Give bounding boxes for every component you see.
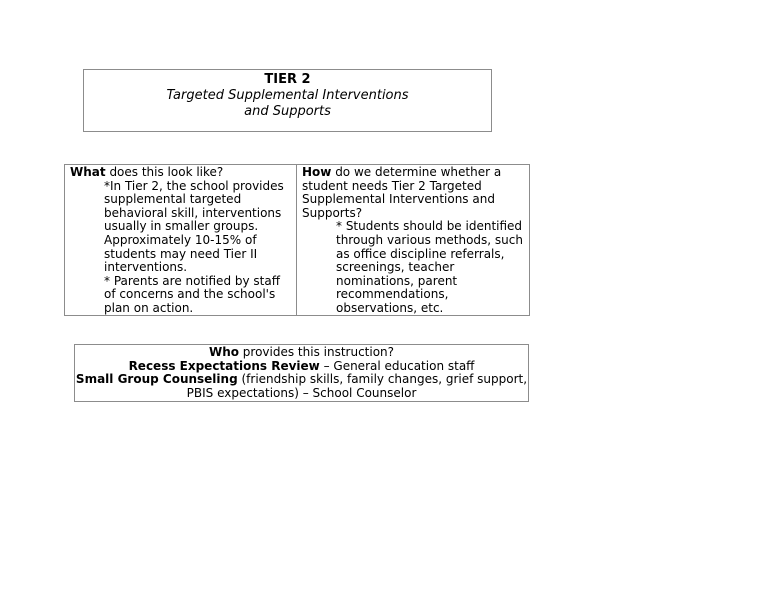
tier-title-box	[83, 69, 492, 132]
what-heading	[70, 166, 291, 180]
what-heading-bold: What	[70, 165, 106, 179]
how-heading-rest: do we determine whether a student needs Tier 2 Targeted Supplemental Interventions and Supports?	[302, 165, 502, 220]
tier-heading: TIER 2	[264, 72, 311, 87]
how-paragraph-1: * Students should be identified through various methods, such as office discipline referrals, screenings, teacher nominations, parent recommendations, observations, etc.	[336, 219, 523, 315]
tier-subtitle-line1: Targeted Supplemental Interventions	[166, 88, 409, 103]
who-heading-rest: provides this instruction?	[238, 345, 395, 359]
who-box	[74, 344, 529, 402]
who-heading-bold: Who	[208, 345, 239, 359]
how-cell	[297, 165, 529, 315]
what-paragraph-2: * Parents are notified by staff of concerns and the school's plan on action.	[104, 273, 280, 315]
how-heading-bold: How	[302, 165, 332, 179]
who-heading	[75, 346, 528, 360]
how-heading	[302, 166, 524, 220]
who-item-recess-bold: Recess Expectations Review	[128, 358, 320, 373]
tier-subtitle-line2: and Supports	[244, 104, 331, 119]
who-item-counseling-bold: Small Group Counseling	[75, 372, 238, 387]
what-heading-rest: does this look like?	[105, 165, 224, 179]
what-cell	[65, 165, 297, 315]
what-paragraph-1: *In Tier 2, the school provides supplemental targeted behavioral skill, interventions usually in smaller groups. Approximately 10-15% of students may need Tier II interventions.	[104, 178, 284, 275]
who-item-counseling-rest: (friendship skills, family changes, grief support, PBIS expectations) – School Counselor	[186, 372, 528, 400]
who-item-counseling	[75, 373, 528, 400]
who-item-recess-rest: – General education staff	[319, 358, 475, 373]
who-item-recess	[75, 360, 528, 374]
what-how-table	[64, 164, 530, 316]
